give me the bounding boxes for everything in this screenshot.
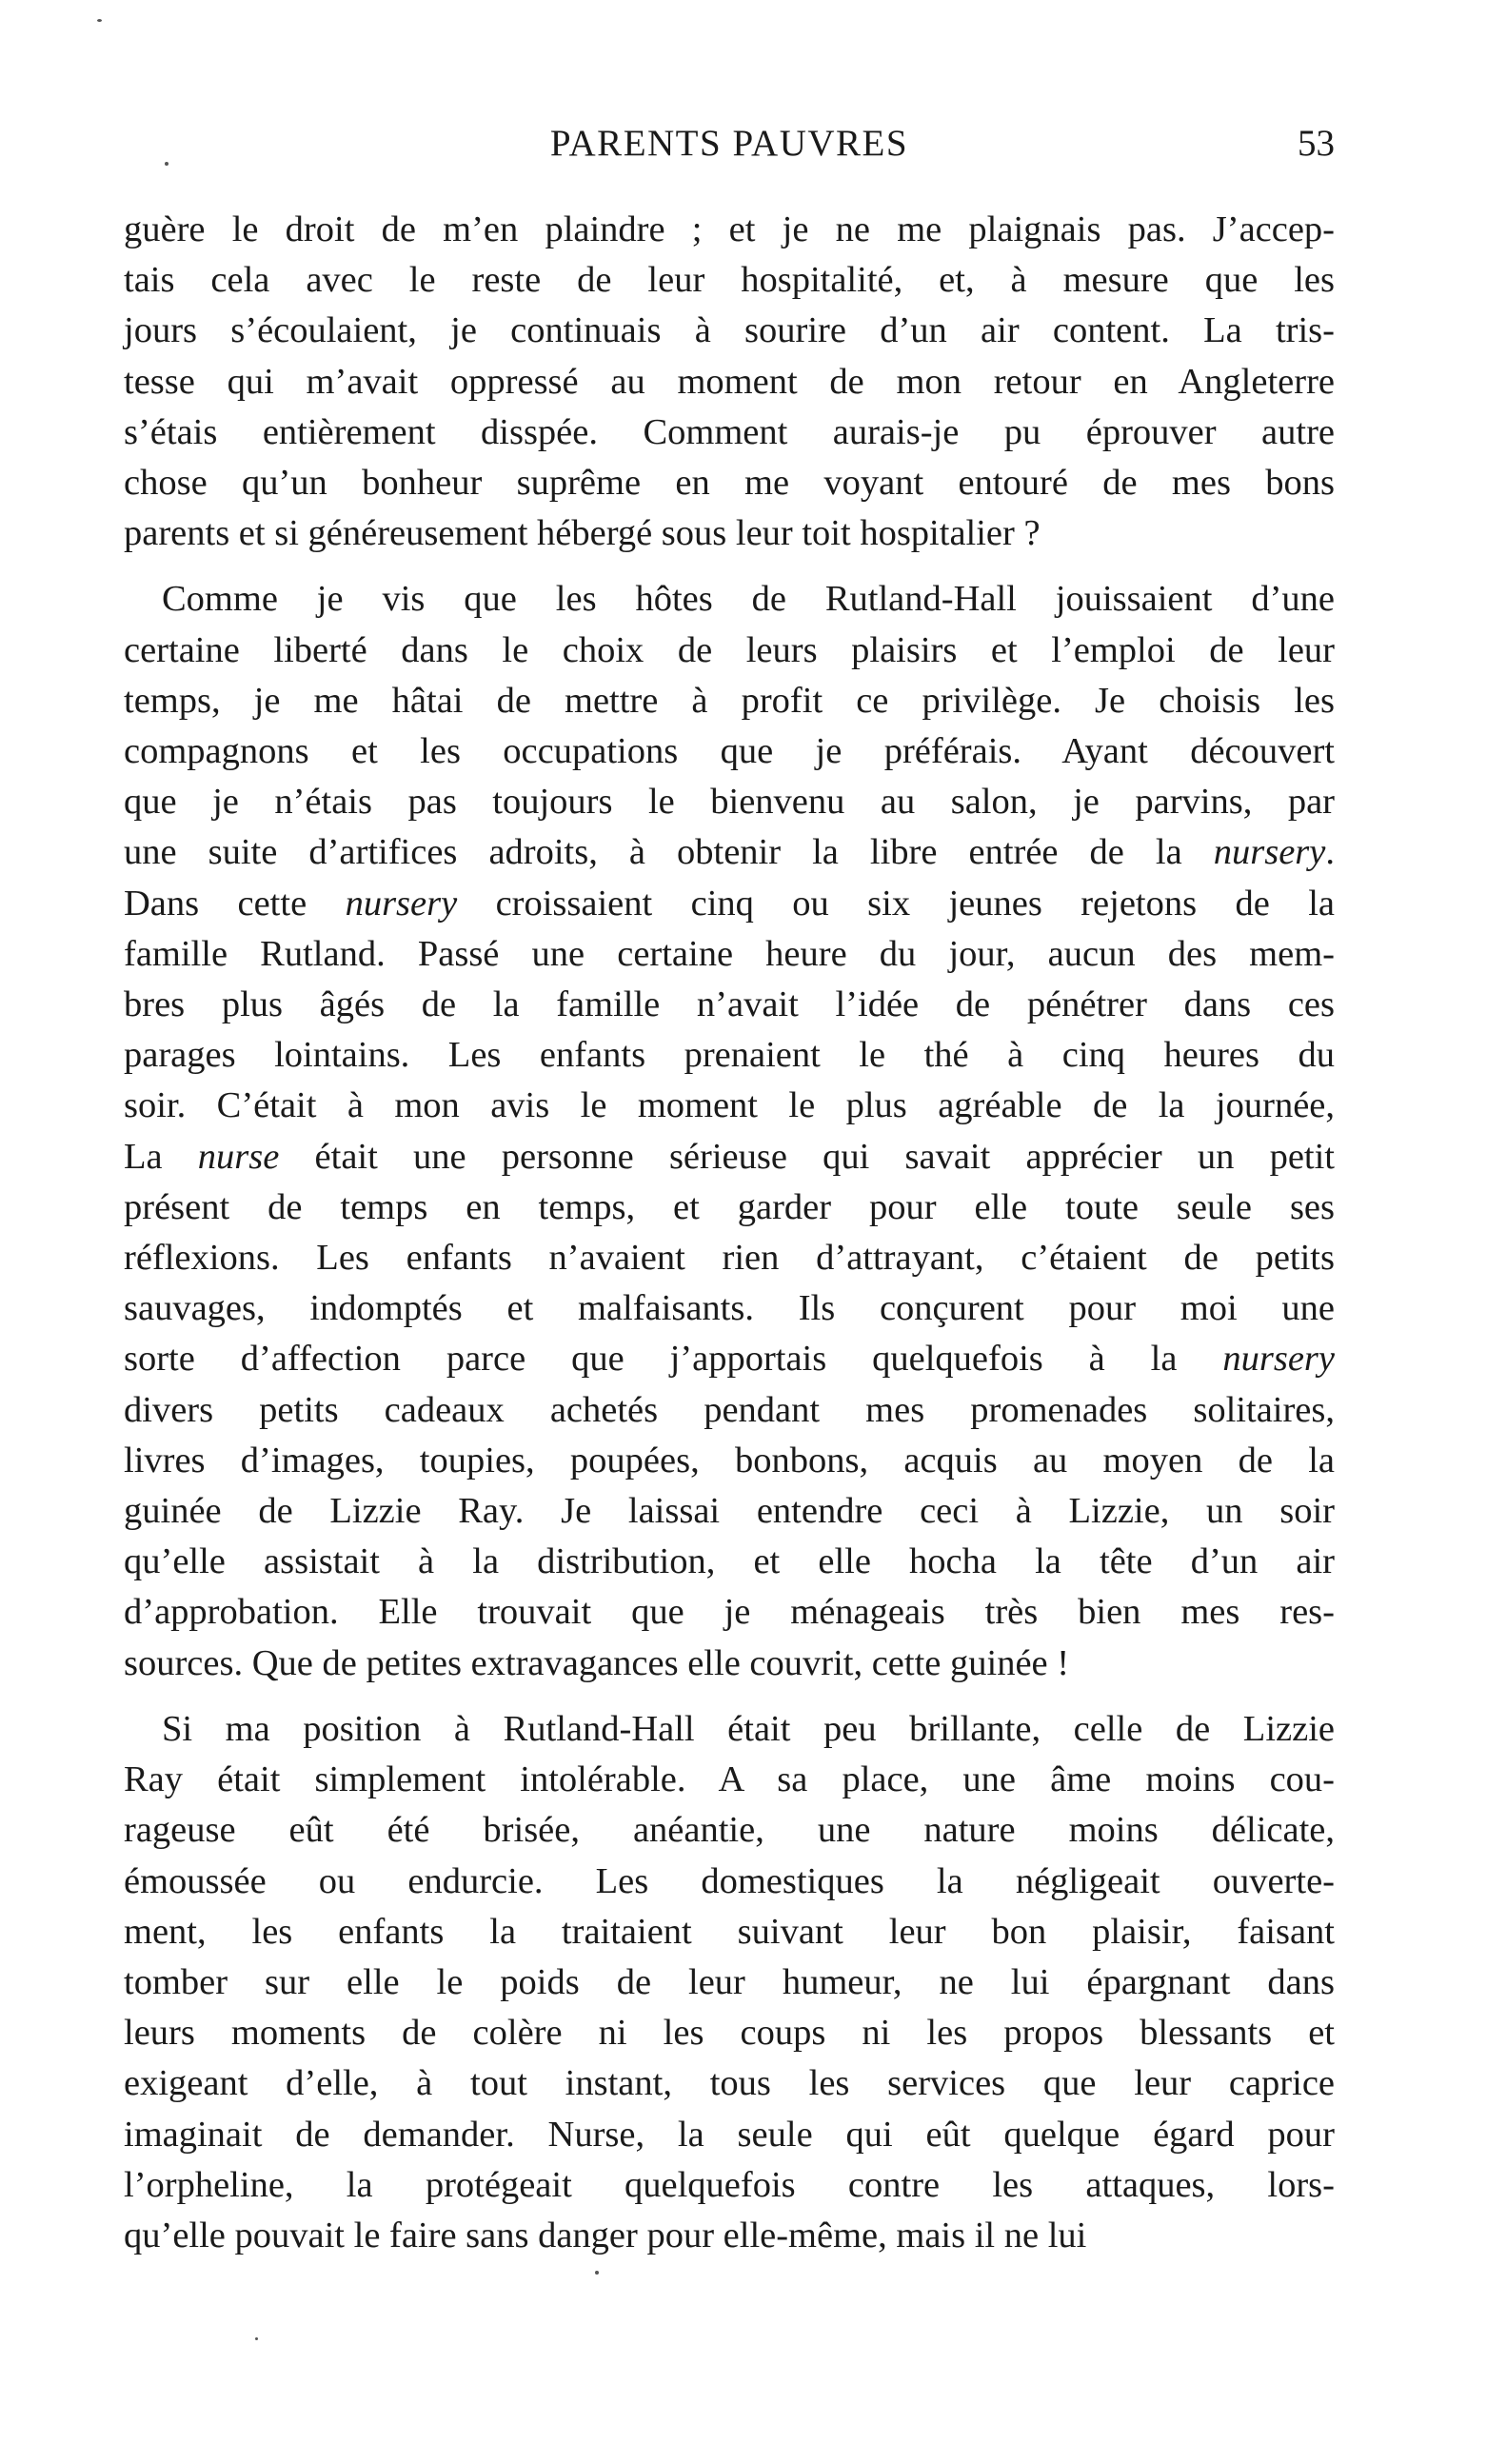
text-line: qu’elle pouvait le faire sans danger pour elle-même, mais il ne lui xyxy=(124,2215,1087,2255)
text-line: La nurse était une personne sérieuse qui savait apprécier un petit xyxy=(124,1136,1335,1177)
text-line: tomber sur elle le poids de leur humeur, ne lui épargnant dans xyxy=(124,1961,1335,2002)
text-line: Comme je vis que les hôtes de Rutland-Hall jouissaient d’une xyxy=(162,579,1335,620)
text-line: l’orpheline, la protégeait quelquefois contre les attaques, lors- xyxy=(124,2164,1335,2205)
text-line: Si ma position à Rutland-Hall était peu brillante, celle de Lizzie xyxy=(162,1708,1335,1749)
text-line: rageuse eût été brisée, anéantie, une nature moins délicate, xyxy=(124,1810,1335,1851)
running-title: PARENTS PAUVRES xyxy=(549,123,909,164)
text-line: tesse qui m’avait oppressé au moment de mon retour en Angleterre xyxy=(124,361,1335,402)
text-line: exigeant d’elle, à tout instant, tous les services que leur caprice xyxy=(124,2063,1335,2104)
text-line: sources. Que de petites extravagances elle couvrit, cette guinée ! xyxy=(124,1642,1070,1683)
text-line: compagnons et les occupations que je préférais. Ayant découvert xyxy=(124,731,1335,772)
text-line: sorte d’affection parce que j’apportais quelquefois à la nursery xyxy=(124,1339,1335,1380)
text-line: bres plus âgés de la famille n’avait l’idée de pénétrer dans ces xyxy=(124,984,1335,1025)
body-text xyxy=(124,205,1335,2261)
text-line: réflexions. Les enfants n’avaient rien d’attrayant, c’étaient de petits xyxy=(124,1238,1335,1279)
text-line: Dans cette nursery croissaient cinq ou six jeunes rejetons de la xyxy=(124,883,1335,924)
text-line: imaginait de demander. Nurse, la seule qui eût quelque égard pour xyxy=(124,2114,1335,2155)
text-line: tais cela avec le reste de leur hospitalité, et, à mesure que les xyxy=(124,260,1335,301)
text-line: émoussée ou endurcie. Les domestiques la négligeait ouverte- xyxy=(124,1860,1335,1901)
paragraph xyxy=(124,574,1335,1688)
text-line: livres d’images, toupies, poupées, bonbons, acquis au moyen de la xyxy=(124,1440,1335,1480)
scan-speck xyxy=(595,2271,599,2275)
text-line: famille Rutland. Passé une certaine heure du jour, aucun des mem- xyxy=(124,933,1335,974)
text-line: jours s’écoulaient, je continuais à sourire d’un air content. La tris- xyxy=(124,310,1335,351)
text-line: certaine liberté dans le choix de leurs plaisirs et l’emploi de leur xyxy=(124,629,1335,670)
text-line: s’étais entièrement disspée. Comment aurais-je pu éprouver autre xyxy=(124,411,1335,452)
paragraph xyxy=(124,205,1335,559)
paragraph xyxy=(124,1704,1335,2261)
paragraph-gap xyxy=(124,559,1335,574)
page-header xyxy=(124,122,1335,169)
text-line: Ray était simplement intolérable. A sa place, une âme moins cou- xyxy=(124,1759,1335,1800)
text-line: soir. C’était à mon avis le moment le plus agréable de la journée, xyxy=(124,1085,1335,1126)
text-line: parages lointains. Les enfants prenaient le thé à cinq heures du xyxy=(124,1035,1335,1076)
text-line: temps, je me hâtai de mettre à profit ce privilège. Je choisis les xyxy=(124,680,1335,721)
text-line: leurs moments de colère ni les coups ni les propos blessants et xyxy=(124,2013,1335,2054)
text-line: qu’elle assistait à la distribution, et elle hocha la tête d’un air xyxy=(124,1541,1335,1582)
scan-speck xyxy=(97,19,102,22)
text-line: divers petits cadeaux achetés pendant mes promenades solitaires, xyxy=(124,1389,1335,1430)
scan-speck xyxy=(165,162,169,166)
text-line: guère le droit de m’en plaindre ; et je ne me plaignais pas. J’accep- xyxy=(124,209,1335,249)
text-line: d’approbation. Elle trouvait que je ménageais très bien mes res- xyxy=(124,1592,1335,1633)
scan-speck xyxy=(255,2337,258,2340)
text-line: chose qu’un bonheur suprême en me voyant entouré de mes bons xyxy=(124,463,1335,504)
page-number: 53 xyxy=(1298,123,1335,164)
paragraph-gap xyxy=(124,1689,1335,1704)
text-line: ment, les enfants la traitaient suivant leur bon plaisir, faisant xyxy=(124,1911,1335,1952)
text-line: parents et si généreusement hébergé sous leur toit hospitalier ? xyxy=(124,513,1041,554)
text-line: guinée de Lizzie Ray. Je laissai entendre ceci à Lizzie, un soir xyxy=(124,1491,1335,1532)
text-line: une suite d’artifices adroits, à obtenir la libre entrée de la nursery. xyxy=(124,832,1335,873)
text-line: sauvages, indomptés et malfaisants. Ils conçurent pour moi une xyxy=(124,1288,1335,1329)
text-line: que je n’étais pas toujours le bienvenu au salon, je parvins, par xyxy=(124,782,1335,823)
text-line: présent de temps en temps, et garder pour elle toute seule ses xyxy=(124,1186,1335,1227)
